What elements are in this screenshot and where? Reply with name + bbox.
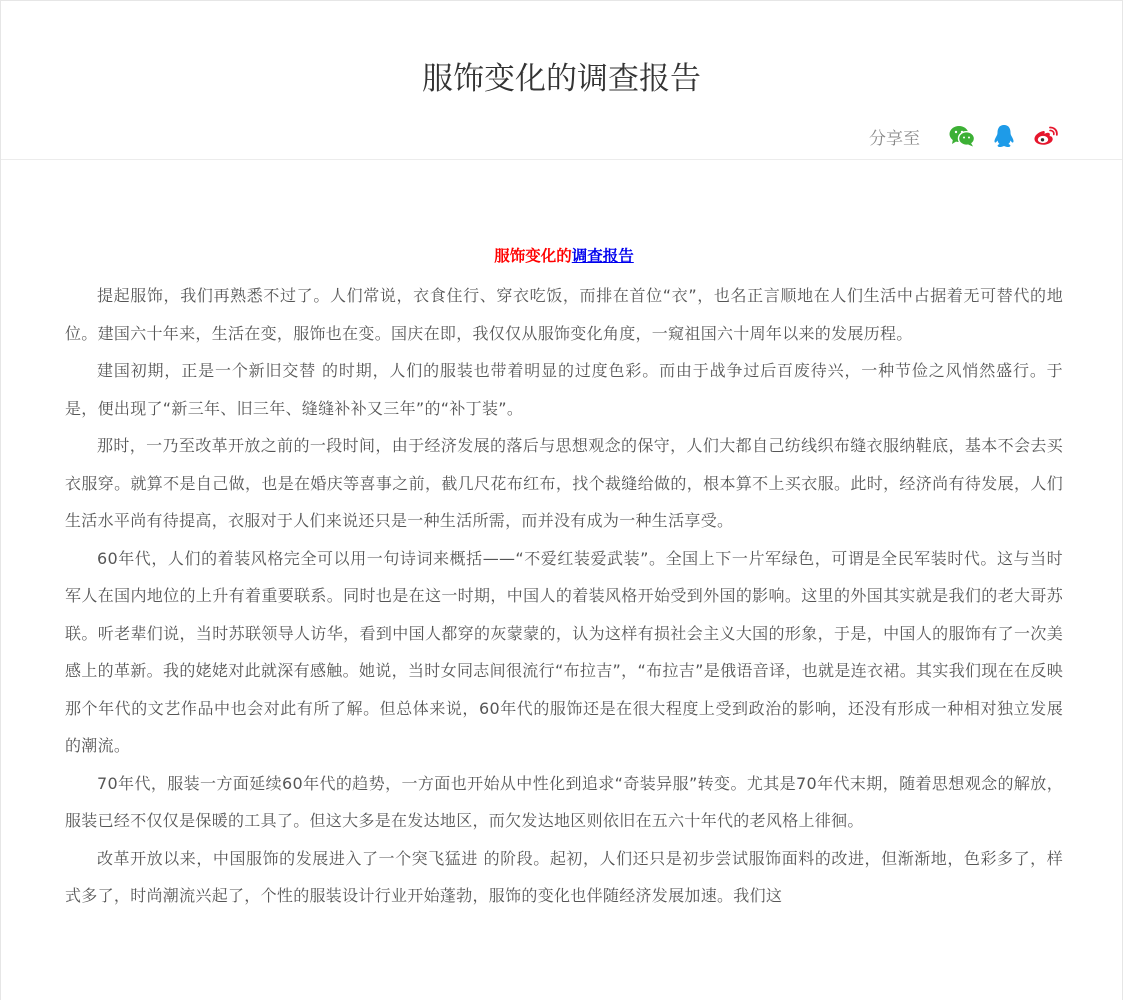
wechat-icon bbox=[949, 125, 975, 147]
article-paragraph-4: 60年代，人们的着装风格完全可以用一句诗词来概括——“不爱红装爱武装”。全国上下一片军绿色，可谓是全民军装时代。这与当时军人在国内地位的上升有着重要联系。同时也是在这一时期，中国人的着装风格开始受到外国的影响。这里的外国其实就是我们的老大哥苏联。听老辈们说，当时苏联领导人访华，看到中国人都穿的灰蒙蒙的，认为这样有损社会主义大国的形象，于是，中国人的服饰有了一次美感上的革新。我的姥姥对此就深有感触。她说，当时女同志间很流行“布拉吉”，“布拉吉”是俄语音译，也就是连衣裙。其实我们现在在反映那个年代的文艺作品中也会对此有所了解。但总体来说，60年代的服饰还是在很大程度上受到政治的影响，还没有形成一种相对独立发展的潮流。 bbox=[65, 548, 1063, 755]
page-header bbox=[1, 1, 1122, 160]
article-heading bbox=[65, 243, 1063, 269]
article-content bbox=[65, 243, 1063, 915]
article-heading-link[interactable]: 调查报告 bbox=[571, 246, 634, 265]
page-title: 服饰变化的调查报告 bbox=[422, 61, 701, 97]
share-weibo-button[interactable] bbox=[1032, 122, 1060, 150]
article-paragraph-3: 那时，一乃至改革开放之前的一段时间，由于经济发展的落后与思想观念的保守，人们大都自己纺线织布缝衣服纳鞋底，基本不会去买衣服穿。就算不是自己做，也是在婚庆等喜事之前，截几尺花布红布，找个裁缝给做的，根本算不上买衣服。此时，经济尚有待发展，人们生活水平尚有待提高，衣服对于人们来说还只是一种生活所需，而并没有成为一种生活享受。 bbox=[65, 436, 1063, 530]
article-paragraph-5: 70年代，服装一方面延续60年代的趋势，一方面也开始从中性化到追求“奇装异服”转变。尤其是70年代末期，随着思想观念的解放，服装已经不仅仅是保暖的工具了。但这大多是在发达地区，而欠发达地区则依旧在五六十年代的老风格上徘徊。 bbox=[65, 773, 1063, 830]
share-qq-button[interactable] bbox=[990, 122, 1018, 150]
share-bar bbox=[869, 121, 1060, 151]
qq-icon bbox=[993, 124, 1015, 148]
article-paragraph-6: 改革开放以来，中国服饰的发展进入了一个突飞猛进 的阶段。起初，人们还只是初步尝试服饰面料的改进，但渐渐地，色彩多了，样式多了，时尚潮流兴起了，个性的服装设计行业开始蓬勃，服饰的变化也伴随经济发展加速。我们这 bbox=[65, 848, 1063, 905]
weibo-icon bbox=[1033, 125, 1059, 147]
article-paragraph-1: 提起服饰，我们再熟悉不过了。人们常说，衣食住行、穿衣吃饭，而排在首位“衣”，也名正言顺地在人们生活中占据着无可替代的地位。建国六十年来，生活在变，服饰也在变。国庆在即，我仅仅从服饰变化角度，一窥祖国六十周年以来的发展历程。 bbox=[65, 286, 1063, 343]
share-wechat-button[interactable] bbox=[948, 122, 976, 150]
article-paragraph-2: 建国初期，正是一个新旧交替 的时期，人们的服装也带着明显的过度色彩。而由于战争过后百废待兴，一种节俭之风悄然盛行。于是，便出现了“新三年、旧三年、缝缝补补又三年”的“补丁装”。 bbox=[65, 361, 1063, 418]
share-label: 分享至 bbox=[869, 128, 920, 149]
article-heading-text: 服饰变化的 bbox=[494, 246, 572, 265]
